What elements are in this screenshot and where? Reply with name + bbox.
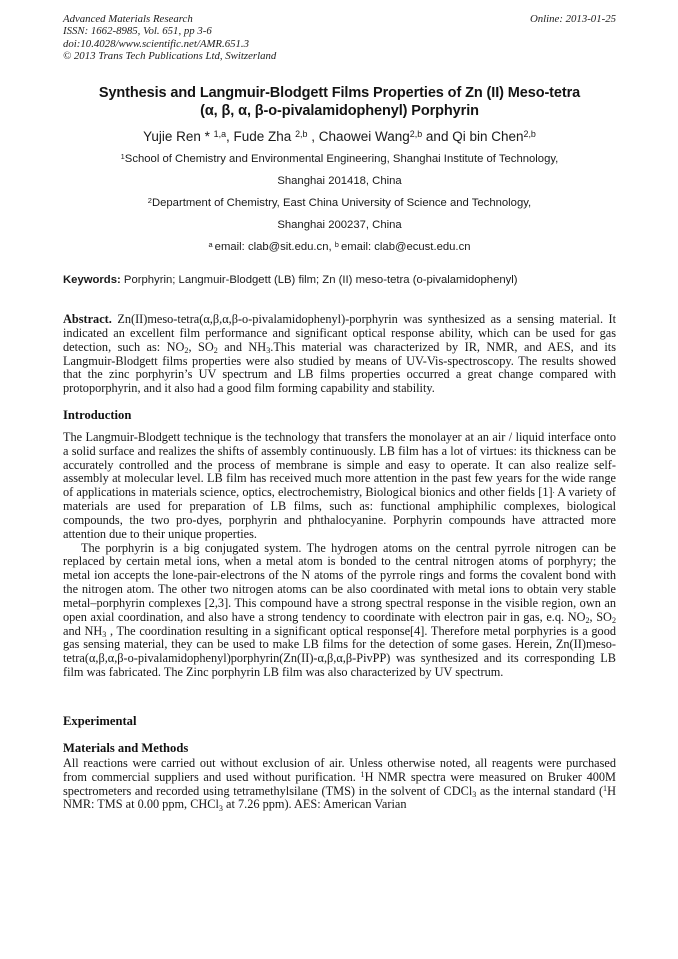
publication-header (63, 13, 616, 62)
paper-title (63, 84, 616, 120)
doi-line: doi:10.4028/www.scientific.net/AMR.651.3 (63, 37, 250, 50)
authors-line: Yujie Ren * $^{1,a}$, Fude Zha $^{2,b}$ , Chaowei Wang$^{2,b}$ and Qi bin Chen$^{2,b}$ (143, 129, 536, 145)
online-date: Online: 2013-01-25 (529, 13, 616, 25)
title-line-2: (α, β, α, β-o-pivalamidophenyl) Porphyrin (200, 103, 479, 120)
experimental-paragraph-1: All reactions were carried out without exclusion of air. Unless otherwise noted, all reagents were purchased from commercial suppliers and used without purification. $^1$H NMR spectra were measured on Bruker 400M spectrometers and recorded using tetramethylsilane (TMS) in the solvent of CDCl3 as the internal standard ($^1$H NMR: TMS at 0.00 ppm, CHCl3 at 7.26 ppm). AES: American Varian (63, 755, 616, 813)
affiliations-block (63, 153, 616, 254)
copyright-line: © 2013 Trans Tech Publications Ltd, Switzerland (63, 49, 277, 62)
introduction-paragraph-1: The Langmuir-Blodgett technique is the technology that transfers the monolayer at an air / liquid interface onto a solid surface and realizes the shifts of assembly continuously. LB film has a lot of virtues: its thickness can be accurately controlled and the process of membrane is simple and easy to operate. It can also realize self-assembly at molecular level. LB film has received much more attention in the past few years for the wide range of applications in materials science, optics, electrochemistry, Biological bionics and other fields [1]. A variety of materials are used for preparation of LB films, such as: functional amphiphilic complexes, biological compounds, the two pro-dyes, porphyrin and phthalocyanine. Porphyrin compounds have attracted more attention due to their unique properties. (63, 430, 616, 541)
affiliation-1-city: Shanghai 201418, China (277, 175, 402, 188)
affiliation-1: $^1$School of Chemistry and Environmental Engineering, Shanghai Institute of Technology, (120, 152, 559, 166)
section-heading-introduction: Introduction (63, 408, 132, 422)
affiliation-2-city: Shanghai 200237, China (277, 219, 402, 232)
publication-meta (63, 13, 276, 62)
title-line-1: Synthesis and Langmuir-Blodgett Films Properties of Zn (II) Meso-tetra (98, 85, 581, 102)
section-heading-experimental: Experimental (63, 713, 137, 728)
subsection-heading-materials-and-methods: Materials and Methods (63, 740, 189, 755)
affiliation-2: $^2$Department of Chemistry, East China University of Science and Technology, (147, 196, 532, 210)
keywords-line: Keywords: Porphyrin; Langmuir-Blodgett (LB) film; Zn (II) meso-tetra (o-pivalamidophenyl) (63, 274, 518, 287)
abstract-paragraph: Abstract. Zn(II)meso-tetra(α,β,α,β-o-pivalamidophenyl)-porphyrin was synthesized as a sensing material. It indicated an excellent film performance and significant optical response ability, which can be used for gas detection, such as: NO2, SO2 and NH3.This material was characterized by IR, NMR, and AES, and its Langmuir-Blodgett films properties were also studied by means of UV-Vis-spectroscopy. The results showed that the zinc porphyrin’s UV spectrum and LB films properties occurred a great change compared with protoporphyrin, and it also had a good film forming capability and stability. (63, 312, 617, 396)
email-line: $^a$ email: clab@sit.edu.cn, $^b$ email: clab@ecust.edu.cn (208, 240, 471, 254)
issn-line: ISSN: 1662-8985, Vol. 651, pp 3-6 (63, 25, 212, 38)
journal-name: Advanced Materials Research (63, 13, 193, 25)
introduction-paragraph-2: The porphyrin is a big conjugated system. The hydrogen atoms on the central pyrrole nitrogen can be replaced by certain metal ions, when a metal atom is bonded to the central nitrogen atoms of porphyry; the metal ion accepts the lone-pair-electrons of the N atoms of the pyrrole rings and forms the covalent bond with the nitrogen atom. The other two nitrogen atoms can be also coordinated with metal ions to obtain very stable metal–porphyrin complexes [2,3]. This compound have a strong spectral response in the visible region, own an open axial coordination, and also have a strong tendency to coordinate with electron pair in gas, e.q. NO2, SO2 and NH3 , The coordination resulting in a significant optical response[4]. Therefore metal porphyries is a good gas sensing material, they can be used to make LB films for the detection of some gases. Herein, Zn(II)meso-tetra(α,β,α,β-o-pivalamidophenyl)porphyrin(Zn(II)-α,β,α,β-PivPP) was synthesized and its corresponding LB film was fabricated. The Zinc porphyrin LB film was also characterized by UV spectrum. (63, 540, 617, 680)
